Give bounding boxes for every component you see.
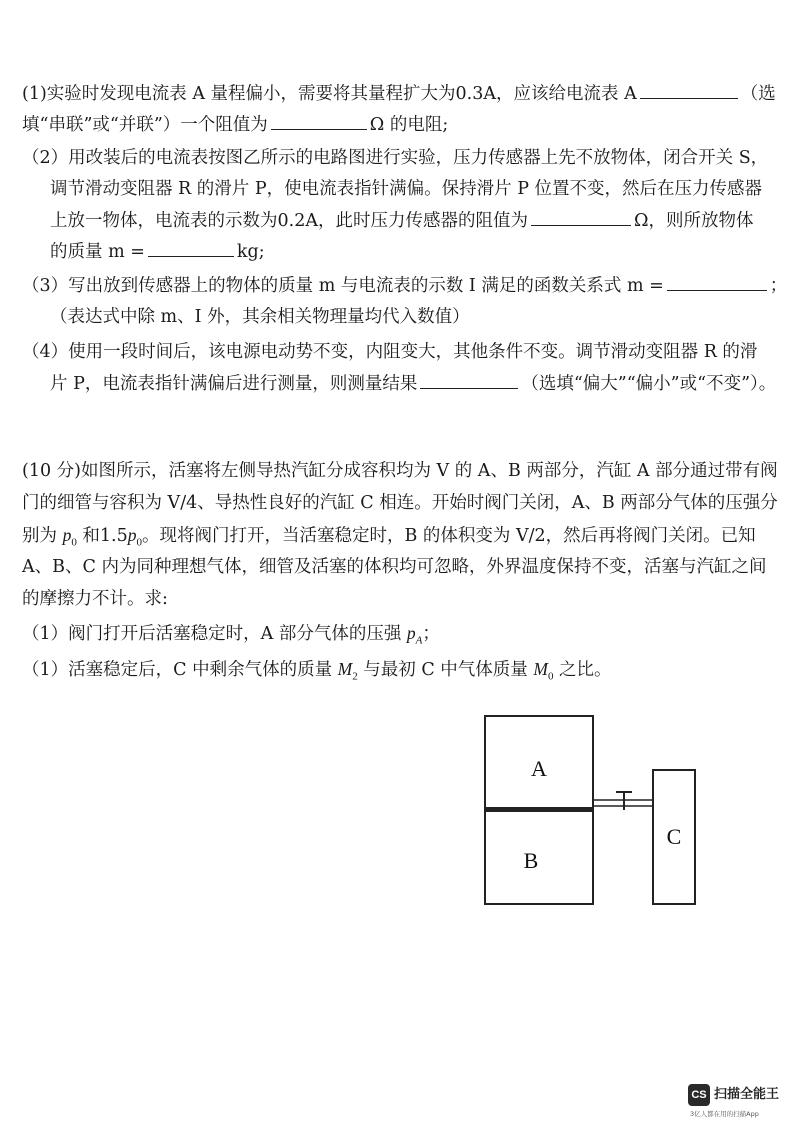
label-a: A: [531, 756, 547, 781]
q1-line-2: 填“串联”或“并联”）一个阻值为 Ω 的电阻;: [22, 111, 780, 138]
problem2-line-3: 别为 $p_0$ 和$1.5p_0$。现将阀门打开，当活塞稳定时，B 的体积变为 V/2，然后再将阀门关闭。已知: [22, 525, 756, 549]
camscanner-logo-icon: CS: [688, 1084, 710, 1106]
problem2-line-5: 的摩擦力不计。求:: [22, 589, 168, 609]
watermark-name: 扫描全能王: [714, 1087, 780, 1102]
q2-line-2: 调节滑动变阻器 R 的滑片 P，使电流表指针满偏。保持滑片 P 位置不变，然后在压力传感器: [50, 179, 763, 199]
problem2-line-2: 门的细管与容积为 V/4、导热性良好的汽缸 C 相连。开始时阀门关闭，A、B 两部分气体的压强分: [22, 493, 778, 513]
problem2-line-1: (10 分)如图所示，活塞将左侧导热汽缸分成容积均为 V 的 A、B 两部分，汽缸 A 部分通过带有阀: [22, 461, 778, 481]
q2-line-3: 上放一物体，电流表的示数为0.2A，此时压力传感器的阻值为 Ω，则所放物体: [50, 207, 780, 234]
q4-line-1: （4）使用一段时间后，该电源电动势不变，内阻变大，其他条件不变。调节滑动变阻器 R 的滑: [22, 342, 758, 362]
label-c: C: [666, 824, 682, 849]
q2-line-4: 的质量 m = kg;: [50, 238, 780, 265]
answer-blank-measurement[interactable]: [420, 370, 518, 389]
piston: [485, 807, 593, 812]
label-b: B: [523, 848, 539, 873]
q1-line-1: (1)实验时发现电流表 A 量程偏小，需要将其量程扩大为0.3A，应该给电流表 A （选: [22, 80, 780, 107]
answer-blank-mass[interactable]: [148, 238, 234, 257]
q3-line-2: （表达式中除 m、I 外，其余相关物理量均代入数值）: [50, 307, 470, 327]
q3-line-1: （3）写出放到传感器上的物体的质量 m 与电流表的示数 I 满足的函数关系式 m = ；: [22, 272, 780, 299]
symbol-M2: $M_2$: [337, 659, 358, 683]
problem2-sub-1: （1）阀门打开后活塞稳定时，A 部分气体的压强 $p_A$；: [22, 623, 440, 647]
answer-blank-function[interactable]: [667, 272, 767, 291]
answer-blank-sensor-resistance[interactable]: [531, 207, 631, 226]
q2-line-1: （2）用改装后的电流表按图乙所示的电路图进行实验，压力传感器上先不放物体，闭合开关 S，: [22, 148, 769, 168]
scanner-watermark: [688, 1082, 788, 1122]
symbol-pA: $p_A$: [406, 623, 423, 647]
symbol-p0: $p_0$: [62, 525, 77, 549]
answer-blank-resistance[interactable]: [271, 111, 367, 130]
cylinder-diagram: [480, 712, 710, 912]
symbol-M0: $M_0$: [533, 659, 554, 683]
answer-blank-connection[interactable]: [640, 80, 738, 99]
watermark-tagline: 3亿人都在用的扫描App: [690, 1110, 759, 1118]
problem2-line-4: A、B、C 内为同种理想气体，细管及活塞的体积均可忽略，外界温度保持不变，活塞与汽缸之间: [22, 557, 767, 577]
symbol-p0-second: $p_0$: [127, 525, 142, 549]
problem2-sub-2: （1）活塞稳定后，C 中剩余气体的质量 $M_2$ 与最初 C 中气体质量 $M_0$ 之比。: [22, 659, 612, 683]
q4-line-2: 片 P，电流表指针满偏后进行测量，则测量结果 （选填“偏大”“偏小”或“不变”）。: [50, 370, 780, 397]
